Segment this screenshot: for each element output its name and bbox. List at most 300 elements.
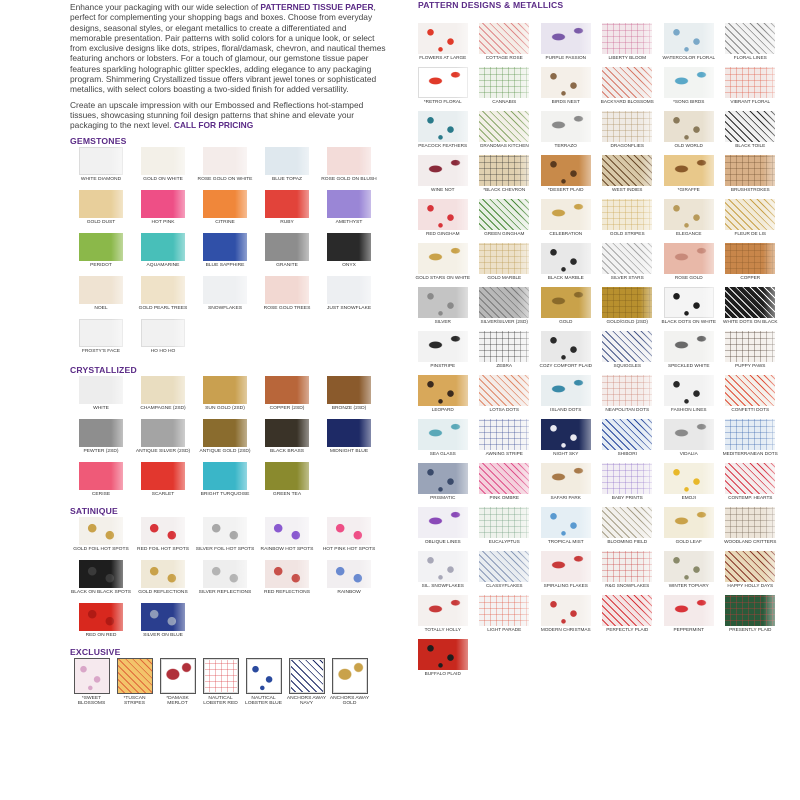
swatch-label: RUBY	[280, 219, 294, 225]
swatch-blue-topaz[interactable]	[256, 147, 318, 189]
swatch-sample	[725, 507, 775, 538]
swatch-label: CITRINE	[215, 219, 235, 225]
swatch-label: SCARLET	[151, 491, 175, 497]
swatch-granite[interactable]	[256, 233, 318, 275]
swatch-confetti-dots[interactable]	[720, 375, 782, 419]
swatch-sample	[418, 331, 468, 362]
swatch-onyx[interactable]	[318, 233, 380, 275]
swatch-silver[interactable]	[412, 287, 474, 331]
swatch-hot-pink-hot-spots[interactable]	[318, 517, 380, 559]
swatch-sample	[418, 639, 468, 670]
swatch-label: FASHION LINES	[671, 407, 707, 412]
swatch-label: MODERN CHRISTMAS	[540, 627, 591, 632]
swatch-amethyst[interactable]	[318, 190, 380, 232]
swatch-west-indies[interactable]	[597, 155, 659, 199]
gemstones-title: GEMSTONES	[70, 135, 127, 146]
swatch-label: WOODLAND CRITTERS	[724, 539, 777, 544]
swatch-red-on-red[interactable]	[70, 603, 132, 645]
swatch-sample	[418, 595, 468, 626]
swatch-tuscan-stripes[interactable]	[113, 658, 156, 710]
swatch-giraffe[interactable]	[658, 155, 720, 199]
swatch-frosty-s-face[interactable]	[70, 319, 132, 361]
swatch-noel[interactable]	[70, 276, 132, 318]
swatch-sample	[541, 243, 591, 274]
swatch-rose-gold-on-white[interactable]	[194, 147, 256, 189]
swatch-black-on-black-spots[interactable]	[70, 560, 132, 602]
swatch-label: TROPICAL MIST	[547, 539, 584, 544]
swatch-pink-ombre[interactable]	[474, 463, 536, 507]
swatch-gold-stripes[interactable]	[597, 199, 659, 243]
swatch-nautical-lobster-blue[interactable]	[242, 658, 285, 710]
swatch-sample	[725, 419, 775, 450]
swatch-label: *SWEET BLOSSOMS	[77, 695, 106, 706]
swatch-label: BACKYARD BLOSSOMS	[600, 99, 654, 104]
swatch-vidalia[interactable]	[658, 419, 720, 463]
swatch-sample	[602, 243, 652, 274]
swatch-label: SNOWFLAKES	[208, 305, 242, 311]
swatch-label: LEOPARD	[431, 407, 454, 412]
swatch-label: RED REFLECTIONS	[264, 589, 310, 595]
swatch-antique-gold-2sd[interactable]	[194, 419, 256, 461]
swatch-gold-gold-2sd[interactable]	[597, 287, 659, 331]
swatch-sample	[541, 551, 591, 582]
swatch-midnight-blue[interactable]	[318, 419, 380, 461]
swatch-awning-stripe[interactable]	[474, 419, 536, 463]
swatch-label: GOLD ON WHITE	[143, 176, 183, 182]
swatch-sample	[327, 376, 371, 404]
swatch-sample	[203, 419, 247, 447]
swatch-zebra[interactable]	[474, 331, 536, 375]
swatch-gold-foil-hot-spots[interactable]	[70, 517, 132, 559]
swatch-sample	[160, 658, 196, 694]
patterns-title: PATTERN DESIGNS & METALLICS	[418, 0, 564, 10]
swatch-sample	[203, 376, 247, 404]
swatch-perfectly-plaid[interactable]	[597, 595, 659, 639]
swatch-label: BLUE SAPPHIRE	[205, 262, 245, 268]
swatch-label: ROSE GOLD	[674, 275, 703, 280]
swatch-label: VIDALIA	[679, 451, 698, 456]
swatch-birds-nest[interactable]	[535, 67, 597, 111]
swatch-desert-plaid[interactable]	[535, 155, 597, 199]
left-column	[70, 0, 390, 800]
swatch-sun-gold-2sd[interactable]	[194, 376, 256, 418]
swatch-label: COTTAGE ROSE	[485, 55, 523, 60]
swatch-label: FROSTY'S FACE	[81, 348, 121, 354]
swatch-anchors-away-navy[interactable]	[285, 658, 328, 710]
swatch-label: CLASSYFLAKES	[486, 583, 523, 588]
swatch-label: RED ON RED	[85, 632, 117, 638]
swatch-sample	[541, 419, 591, 450]
swatch-red-foil-hot-spots[interactable]	[132, 517, 194, 559]
swatch-green-gingham[interactable]	[474, 199, 536, 243]
swatch-sample	[602, 375, 652, 406]
swatch-gold-on-white[interactable]	[132, 147, 194, 189]
swatch-label: BLACK BRASS	[270, 448, 304, 454]
swatch-silver-silver-2sd[interactable]	[474, 287, 536, 331]
swatch-fleur-de-lis[interactable]	[720, 199, 782, 243]
swatch-sample	[725, 287, 775, 318]
swatch-sample	[332, 658, 368, 694]
swatch-label: GRANITE	[276, 262, 298, 268]
swatch-vibrant-floral[interactable]	[720, 67, 782, 111]
swatch-flowers-at-large[interactable]	[412, 23, 474, 67]
swatch-white-diamond[interactable]	[70, 147, 132, 189]
swatch-label: VIBRANT FLORAL	[730, 99, 771, 104]
swatch-rose-gold[interactable]	[658, 243, 720, 287]
swatch-island-dots[interactable]	[535, 375, 597, 419]
swatch-silver-on-blue[interactable]	[132, 603, 194, 645]
swatch-gold[interactable]	[535, 287, 597, 331]
swatch-rose-gold-trees[interactable]	[256, 276, 318, 318]
swatch-silver-stars[interactable]	[597, 243, 659, 287]
swatch-label: NAUTICAL LOBSTER RED	[203, 695, 238, 706]
swatch-sweet-blossoms[interactable]	[70, 658, 113, 710]
swatch-black-chevron[interactable]	[474, 155, 536, 199]
swatch-purple-passion[interactable]	[535, 23, 597, 67]
swatch-tropical-mist[interactable]	[535, 507, 597, 551]
swatch-cottage-rose[interactable]	[474, 23, 536, 67]
swatch-label: CONFETTI DOTS	[731, 407, 770, 412]
swatch-sample	[725, 199, 775, 230]
swatch-white[interactable]	[70, 376, 132, 418]
swatch-champagne-2sd[interactable]	[132, 376, 194, 418]
swatch-label: COPPER	[740, 275, 761, 280]
swatch-sample	[418, 243, 468, 274]
swatch-label: PRESENTLY PLAID	[729, 627, 772, 632]
swatch-green-tea[interactable]	[256, 462, 318, 504]
swatch-sample	[664, 463, 714, 494]
swatch-brushstrokes[interactable]	[720, 155, 782, 199]
swatch-happy-holly-days[interactable]	[720, 551, 782, 595]
swatch-citrine[interactable]	[194, 190, 256, 232]
swatch-label: BLACK DOTS ON WHITE	[661, 319, 716, 324]
swatch-label: BLACK ON BLACK SPOTS	[70, 589, 132, 595]
swatch-label: PINK OMBRE	[489, 495, 519, 500]
swatch-sample	[479, 331, 529, 362]
swatch-red-gingham[interactable]	[412, 199, 474, 243]
swatch-label: TOTALLY HOLLY	[424, 627, 461, 632]
crystallized-grid	[70, 376, 390, 504]
swatch-sample	[664, 551, 714, 582]
swatch-label: RED FOIL HOT SPOTS	[137, 546, 189, 552]
swatch-label: CHAMPAGNE (2SD)	[140, 405, 186, 411]
swatch-sample	[117, 658, 153, 694]
swatch-label: GREEN GINGHAM	[484, 231, 525, 236]
swatch-sample	[418, 507, 468, 538]
swatch-sample	[725, 551, 775, 582]
swatch-label: TERRAZO	[554, 143, 577, 148]
swatch-ho-ho-ho[interactable]	[132, 319, 194, 361]
swatch-emoji[interactable]	[658, 463, 720, 507]
swatch-puppy-paws[interactable]	[720, 331, 782, 375]
swatch-sample	[418, 287, 468, 318]
swatch-sample	[141, 276, 185, 304]
swatch-sample	[479, 507, 529, 538]
swatch-dragonflies[interactable]	[597, 111, 659, 155]
swatch-label: R&G SNOWFLAKES	[605, 583, 650, 588]
swatch-presently-plaid[interactable]	[720, 595, 782, 639]
swatch-sample	[479, 111, 529, 142]
swatch-gold-pearl-trees[interactable]	[132, 276, 194, 318]
swatch-pinstripe[interactable]	[412, 331, 474, 375]
swatch-lotsa-dots[interactable]	[474, 375, 536, 419]
swatch-sample	[203, 147, 247, 175]
swatch-sample	[479, 67, 529, 98]
swatch-label: GOLD LEAF	[675, 539, 702, 544]
swatch-liberty-bloom[interactable]	[597, 23, 659, 67]
swatch-fashion-lines[interactable]	[658, 375, 720, 419]
swatch-terrazo[interactable]	[535, 111, 597, 155]
swatch-label: BABY PRINTS	[611, 495, 643, 500]
swatch-label: GOLD PEARL TREES	[138, 305, 188, 311]
swatch-sample	[664, 331, 714, 362]
swatch-label: WEST INDIES	[612, 187, 643, 192]
swatch-bronze-2sd[interactable]	[318, 376, 380, 418]
swatch-sample	[418, 375, 468, 406]
swatch-rainbow-hot-spots[interactable]	[256, 517, 318, 559]
swatch-rose-gold-on-blush[interactable]	[318, 147, 380, 189]
swatch-sample	[479, 595, 529, 626]
swatch-label: ISLAND DOTS	[550, 407, 582, 412]
swatch-sample	[141, 319, 185, 347]
swatch-sample	[418, 199, 468, 230]
swatch-copper[interactable]	[720, 243, 782, 287]
swatch-sample	[664, 419, 714, 450]
swatch-anchors-away-gold[interactable]	[328, 658, 371, 710]
swatch-contemp-hearts[interactable]	[720, 463, 782, 507]
swatch-watercolor-floral[interactable]	[658, 23, 720, 67]
swatch-sample	[664, 243, 714, 274]
swatch-gold-leaf[interactable]	[658, 507, 720, 551]
swatch-song-birds[interactable]	[658, 67, 720, 111]
swatch-antique-silver-2sd[interactable]	[132, 419, 194, 461]
swatch-label: ANCHORS AWAY GOLD	[329, 695, 370, 706]
swatch-label: GOLD DUST	[86, 219, 116, 225]
crystallized-title: CRYSTALLIZED	[70, 364, 137, 375]
swatch-label: HOT PINK HOT SPOTS	[322, 546, 376, 552]
swatch-sample	[602, 287, 652, 318]
swatch-woodland-critters[interactable]	[720, 507, 782, 551]
patterns-grid	[412, 23, 800, 683]
swatch-label: SILVER FOIL HOT SPOTS	[195, 546, 255, 552]
swatch-label: NIGHT SKY	[553, 451, 579, 456]
swatch-black-marble[interactable]	[535, 243, 597, 287]
swatch-nautical-lobster-red[interactable]	[199, 658, 242, 710]
swatch-rainbow[interactable]	[318, 560, 380, 602]
swatch-just-snowflake[interactable]	[318, 276, 380, 318]
swatch-label: ELEGANCE	[675, 231, 702, 236]
swatch-black-brass[interactable]	[256, 419, 318, 461]
swatch-sample	[265, 462, 309, 490]
right-column	[412, 0, 800, 800]
swatch-neapolitan-dots[interactable]	[597, 375, 659, 419]
swatch-sample	[479, 551, 529, 582]
swatch-elegance[interactable]	[658, 199, 720, 243]
swatch-label: COZY COMFORT PLAID	[539, 363, 593, 368]
swatch-black-toile[interactable]	[720, 111, 782, 155]
swatch-celebration[interactable]	[535, 199, 597, 243]
swatch-label: PUPPY PAWS	[735, 363, 766, 368]
swatch-label: GOLD/GOLD (2SD)	[606, 319, 648, 324]
swatch-ruby[interactable]	[256, 190, 318, 232]
swatch-label: SILVER	[434, 319, 451, 324]
swatch-prismatic[interactable]	[412, 463, 474, 507]
swatch-buffalo-plaid[interactable]	[412, 639, 474, 683]
swatch-gold-stars-on-white[interactable]	[412, 243, 474, 287]
swatch-mediterranean-dots[interactable]	[720, 419, 782, 463]
swatch-bright-turquoise[interactable]	[194, 462, 256, 504]
swatch-sample	[203, 517, 247, 545]
swatch-sea-glass[interactable]	[412, 419, 474, 463]
swatch-floral-lines[interactable]	[720, 23, 782, 67]
intro-p1-text-a: Enhance your packaging with our wide selection of	[70, 2, 261, 12]
swatch-label: *GIRAFFE	[677, 187, 700, 192]
satinique-grid	[70, 517, 390, 645]
swatch-totally-holly[interactable]	[412, 595, 474, 639]
swatch-sample	[141, 190, 185, 218]
swatch-gold-dust[interactable]	[70, 190, 132, 232]
swatch-red-reflections[interactable]	[256, 560, 318, 602]
swatch-label: SUN GOLD (2SD)	[205, 405, 245, 411]
swatch-sample	[203, 276, 247, 304]
swatch-r-g-snowflakes[interactable]	[597, 551, 659, 595]
swatch-spiraling-flakes[interactable]	[535, 551, 597, 595]
swatch-label: SILVER STARS	[610, 275, 644, 280]
swatch-silver-foil-hot-spots[interactable]	[194, 517, 256, 559]
swatch-speckled-white[interactable]	[658, 331, 720, 375]
swatch-retro-floral[interactable]	[412, 67, 474, 111]
swatch-sample	[327, 276, 371, 304]
swatch-label: WATERCOLOR FLORAL	[662, 55, 716, 60]
call-for-pricing-link[interactable]: CALL FOR PRICING	[173, 120, 254, 131]
swatch-label: EMOJI	[681, 495, 696, 500]
swatch-silver-reflections[interactable]	[194, 560, 256, 602]
swatch-sample	[541, 199, 591, 230]
swatch-sample	[602, 331, 652, 362]
swatch-pewter-2sd[interactable]	[70, 419, 132, 461]
swatch-damask-merlot[interactable]	[156, 658, 199, 710]
swatch-gold-marble[interactable]	[474, 243, 536, 287]
swatch-sample	[79, 147, 123, 175]
swatch-sample	[141, 517, 185, 545]
swatch-sample	[541, 507, 591, 538]
swatch-peridot[interactable]	[70, 233, 132, 275]
swatch-label: BIRDS NEST	[551, 99, 580, 104]
swatch-sample	[265, 276, 309, 304]
swatch-cerise[interactable]	[70, 462, 132, 504]
swatch-label: PINSTRIPE	[430, 363, 456, 368]
swatch-label: WHITE DOTS ON BLACK	[723, 319, 778, 324]
swatch-sil-snowflakes[interactable]	[412, 551, 474, 595]
swatch-label: ROSE GOLD TREES	[263, 305, 311, 311]
swatch-backyard-blossoms[interactable]	[597, 67, 659, 111]
swatch-sample	[203, 462, 247, 490]
intro-p1-highlight: PATTERNED TISSUE PAPER	[260, 2, 374, 12]
swatch-label: WINTER TOPIARY	[668, 583, 709, 588]
swatch-label: JUST SNOWFLAKE	[326, 305, 372, 311]
swatch-modern-christmas[interactable]	[535, 595, 597, 639]
swatch-snowflakes[interactable]	[194, 276, 256, 318]
swatch-light-parade[interactable]	[474, 595, 536, 639]
swatch-sample	[265, 517, 309, 545]
swatch-sample	[602, 155, 652, 186]
swatch-leopard[interactable]	[412, 375, 474, 419]
swatch-grandmas-kitchen[interactable]	[474, 111, 536, 155]
swatch-sample	[602, 595, 652, 626]
swatch-winter-topiary[interactable]	[658, 551, 720, 595]
satinique-title: SATINIQUE	[70, 505, 118, 516]
swatch-sample	[141, 419, 185, 447]
swatch-label: *DAMASK MERLOT	[166, 695, 189, 706]
swatch-blue-sapphire[interactable]	[194, 233, 256, 275]
swatch-sample	[265, 419, 309, 447]
swatch-label: CERISE	[91, 491, 111, 497]
swatch-night-sky[interactable]	[535, 419, 597, 463]
swatch-sample	[79, 560, 123, 588]
swatch-cozy-comfort-plaid[interactable]	[535, 331, 597, 375]
swatch-hot-pink[interactable]	[132, 190, 194, 232]
swatch-wine-not[interactable]	[412, 155, 474, 199]
swatch-squiggles[interactable]	[597, 331, 659, 375]
swatch-label: SIL. SNOWFLAKES	[421, 583, 464, 588]
swatch-baby-prints[interactable]	[597, 463, 659, 507]
swatch-old-world[interactable]	[658, 111, 720, 155]
swatch-classyflakes[interactable]	[474, 551, 536, 595]
swatch-label: NOEL	[94, 305, 108, 311]
swatch-cannabis[interactable]	[474, 67, 536, 111]
swatch-label: BLOOMING FIELD	[607, 539, 648, 544]
swatch-blooming-field[interactable]	[597, 507, 659, 551]
swatch-white-dots-on-black[interactable]	[720, 287, 782, 331]
swatch-label: ROSE GOLD ON WHITE	[197, 176, 253, 182]
swatch-label: CELEBRATION	[549, 231, 583, 236]
swatch-label: SILVER ON BLUE	[143, 632, 183, 638]
swatch-aquamarine[interactable]	[132, 233, 194, 275]
swatch-sample	[141, 560, 185, 588]
swatch-label: MIDNIGHT BLUE	[329, 448, 369, 454]
swatch-sample	[664, 595, 714, 626]
swatch-black-dots-on-white[interactable]	[658, 287, 720, 331]
swatch-sample	[541, 331, 591, 362]
swatch-label: BRIGHT TURQUOISE	[200, 491, 250, 497]
swatch-oblique-lines[interactable]	[412, 507, 474, 551]
swatch-sample	[141, 603, 185, 631]
swatch-label: ANTIQUE GOLD (2SD)	[199, 448, 251, 454]
swatch-scarlet[interactable]	[132, 462, 194, 504]
swatch-sample	[664, 67, 714, 98]
swatch-peppermint[interactable]	[658, 595, 720, 639]
swatch-label: PEPPERMINT	[673, 627, 704, 632]
swatch-label: SPECKLED WHITE	[668, 363, 710, 368]
swatch-sample	[664, 375, 714, 406]
swatch-sample	[479, 23, 529, 54]
swatch-sample	[664, 287, 714, 318]
swatch-sample	[418, 67, 468, 98]
swatch-label: SEA GLASS	[429, 451, 456, 456]
swatch-eucalyptus[interactable]	[474, 507, 536, 551]
swatch-copper-2sd[interactable]	[256, 376, 318, 418]
swatch-gold-reflections[interactable]	[132, 560, 194, 602]
swatch-safari-park[interactable]	[535, 463, 597, 507]
swatch-shibori[interactable]	[597, 419, 659, 463]
swatch-peacock-feathers[interactable]	[412, 111, 474, 155]
swatch-sample	[327, 560, 371, 588]
swatch-sample	[79, 233, 123, 261]
swatch-sample	[602, 551, 652, 582]
swatch-sample	[664, 199, 714, 230]
intro-p1-text-c: , perfect for complementing your shopping bags and boxes. Choose from everyday designs, seasonal styles, or elegant metallics to create a differentiated and memorable presentation. Pair patterns with solid colors for a unique look, or select from exclusive designs like dots, stripes, floral/damask, chevron, and nautical themes featuring anchors or lobsters. For a touch of glamour, our gemstone tissue paper features sparkling holographic glitter speckles, adding elegance to any packaging program. Shimmering Crystallized tissue offers vibrant jewel tones or sophisticated metallics, with select colors boasting a two-sided finish for added versatility.	[70, 2, 386, 95]
swatch-label: ANTIQUE SILVER (2SD)	[135, 448, 191, 454]
